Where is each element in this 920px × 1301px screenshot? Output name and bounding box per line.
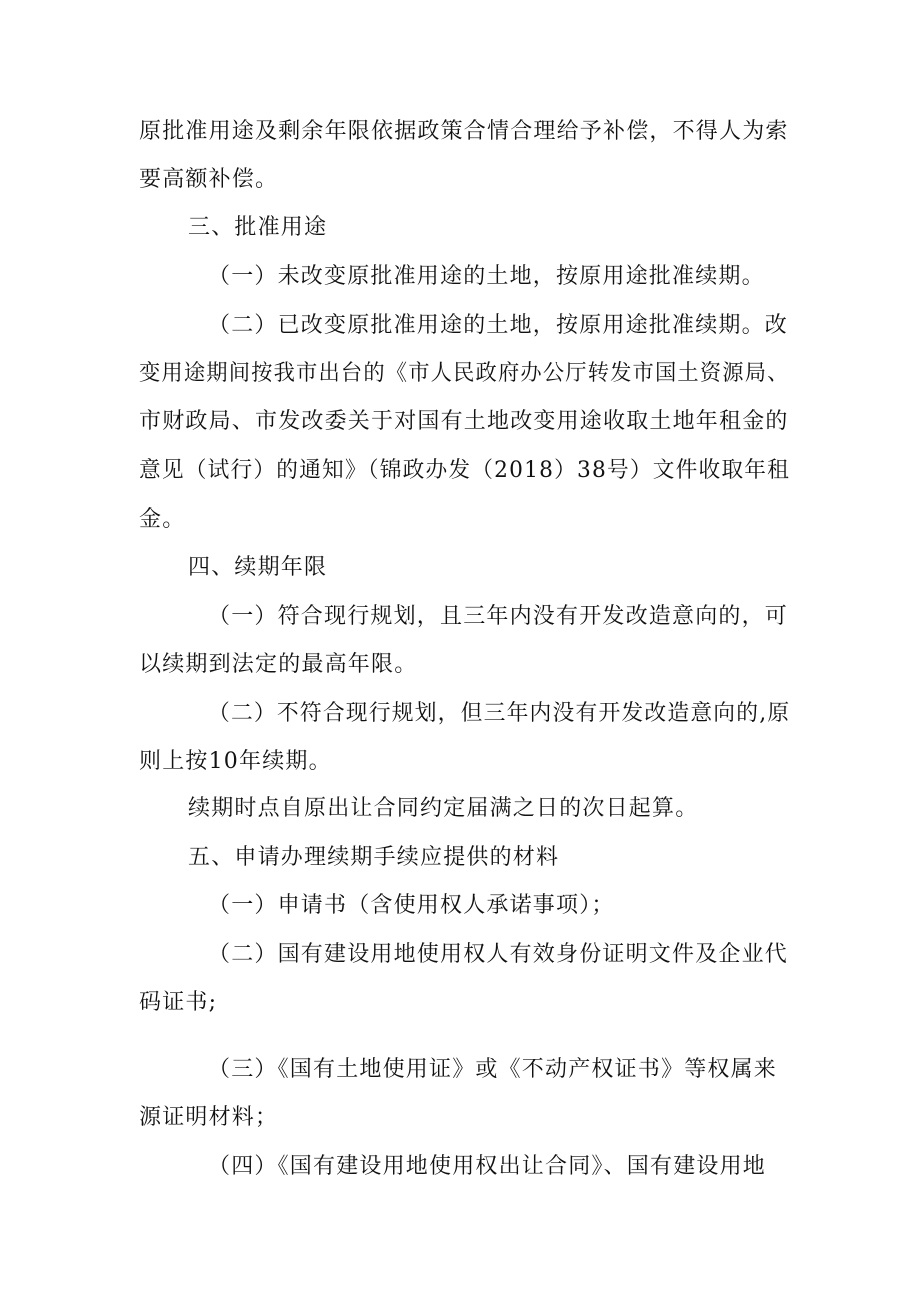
section-heading: 五、申请办理续期手续应提供的材料 [188,845,560,870]
text-line: （二）国有建设用地使用权人有效身份证明文件及企业代 [208,942,789,967]
text-line: （一）申请书（含使用权人承诺事项）； [208,893,615,918]
text-line: 码证书; [139,990,218,1015]
section-heading: 四、续期年限 [188,555,328,580]
text-line: （一）符合现行规划，且三年内没有开发改造意向的，可 [208,604,789,629]
text-line: 续期时点自原出让合同约定届满之日的次日起算。 [188,796,699,821]
text-line: 则上按10年续期。 [139,749,332,774]
text-line: （四）《国有建设用地使用权出让合同》、国有建设用地 [208,1154,767,1179]
text-line: 以续期到法定的最高年限。 [139,652,418,677]
text-line: （二）已改变原批准用途的土地，按原用途批准续期。改 [208,313,789,338]
section-heading: 三、批准用途 [188,215,328,240]
text-line: （二）不符合现行规划，但三年内没有开发改造意向的,原 [208,701,791,726]
text-line: 变用途期间按我市出台的《市人民政府办公厅转发市国土资源局、 [139,361,790,386]
text-line: 意见（试行）的通知》（锦政办发（2018）38号）文件收取年租 [139,458,790,483]
text-line: 原批准用途及剩余年限依据政策合情合理给予补偿，不得人为索 [139,119,789,144]
text-line: 要高额补偿。 [139,167,279,192]
text-line: 源证明材料； [139,1105,279,1130]
text-line: 市财政局、市发改委关于对国有土地改变用途收取土地年租金的 [139,409,789,434]
text-line: （三）《国有土地使用证》或《不动产权证书》等权属来 [208,1057,778,1082]
text-line: 金。 [139,507,186,532]
text-line: （一）未改变原批准用途的土地，按原用途批准续期。 [208,264,765,289]
